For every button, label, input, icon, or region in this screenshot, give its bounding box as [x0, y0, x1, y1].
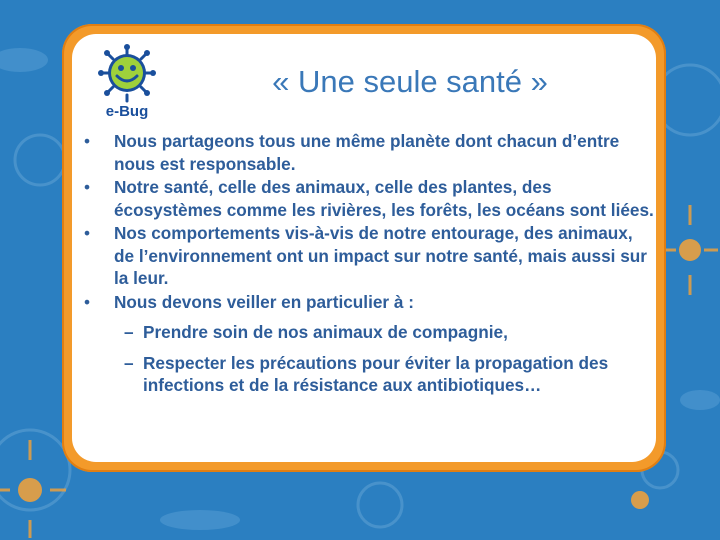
sub-bullet-text: Respecter les précautions pour éviter la propagation des infections et de la résistance aux antibiotiques…: [143, 352, 609, 395]
logo-text: e-Bug: [105, 103, 149, 120]
sub-bullet-item: [84, 352, 654, 397]
sub-bullet-marker: –: [124, 352, 134, 373]
bullet-item: [84, 176, 654, 221]
bullet-marker: •: [84, 177, 91, 197]
bullet-item: [84, 130, 654, 175]
slide-body: [84, 130, 654, 397]
bullet-text: Notre santé, celle des animaux, celle des plantes, des écosystèmes comme les rivières, les forêts, les océans sont liées.: [114, 177, 654, 220]
bullet-text: Nos comportements vis-à-vis de notre entourage, des animaux, de l’environnement ont un impact sur notre santé, mais aussi sur la leur.: [114, 223, 647, 288]
bullet-marker: •: [84, 291, 91, 312]
slide-title: « Une seule santé »: [272, 64, 548, 99]
bullet-text: Nous devons veiller en particulier à :: [114, 291, 414, 312]
e-bug-logo: [96, 44, 158, 120]
sub-bullet-text: Prendre soin de nos animaux de compagnie,: [143, 322, 508, 342]
bullet-item: [84, 222, 654, 290]
sub-bullet-marker: –: [124, 322, 134, 342]
bullet-item: [84, 291, 654, 314]
bullet-marker: •: [84, 131, 91, 151]
sub-bullet-item: [84, 321, 654, 344]
bullet-text: Nous partageons tous une même planète dont chacun d’entre nous est responsable.: [114, 131, 620, 174]
bullet-marker: •: [84, 223, 91, 243]
